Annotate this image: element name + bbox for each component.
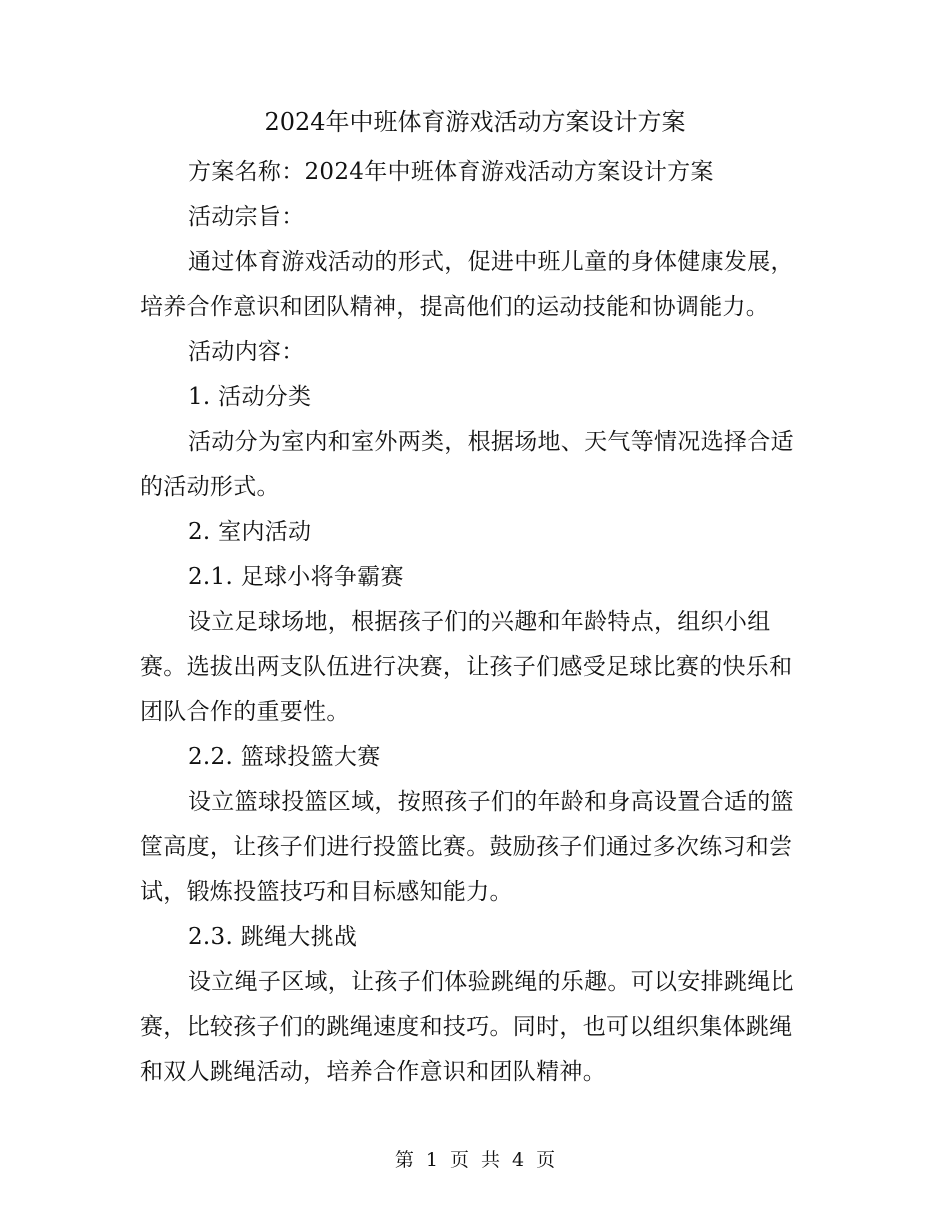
page-number-footer: 第 1 页 共 4 页	[394, 1149, 556, 1171]
section-2-1-heading: 2.1. 足球小将争霸赛	[188, 564, 404, 590]
document-body	[140, 150, 810, 1095]
purpose-paragraph: 通过体育游戏活动的形式，促进中班儿童的身体健康发展，培养合作意识和团队精神，提高他们的运动技能和协调能力。	[140, 249, 794, 320]
section-2-2-heading: 2.2. 篮球投篮大赛	[188, 744, 381, 770]
purpose-heading: 活动宗旨：	[188, 204, 305, 230]
section-1-heading: 1. 活动分类	[188, 384, 312, 410]
section-2-2-paragraph: 设立篮球投篮区域，按照孩子们的年龄和身高设置合适的篮筐高度，让孩子们进行投篮比赛。鼓励孩子们通过多次练习和尝试，锻炼投篮技巧和目标感知能力。	[140, 789, 794, 905]
scheme-name-paragraph: 方案名称：2024年中班体育游戏活动方案设计方案	[188, 159, 714, 185]
section-1-paragraph: 活动分为室内和室外两类，根据场地、天气等情况选择合适的活动形式。	[140, 429, 794, 500]
section-2-3-paragraph: 设立绳子区域，让孩子们体验跳绳的乐趣。可以安排跳绳比赛，比较孩子们的跳绳速度和技巧。同时，也可以组织集体跳绳和双人跳绳活动，培养合作意识和团队精神。	[140, 969, 794, 1085]
section-2-heading: 2. 室内活动	[188, 519, 312, 545]
section-2-1-paragraph: 设立足球场地，根据孩子们的兴趣和年龄特点，组织小组赛。选拔出两支队伍进行决赛，让孩子们感受足球比赛的快乐和团队合作的重要性。	[140, 609, 793, 725]
section-2-3-heading: 2.3. 跳绳大挑战	[188, 924, 358, 950]
content-heading: 活动内容：	[188, 339, 305, 365]
document-title: 2024年中班体育游戏活动方案设计方案	[264, 108, 686, 136]
